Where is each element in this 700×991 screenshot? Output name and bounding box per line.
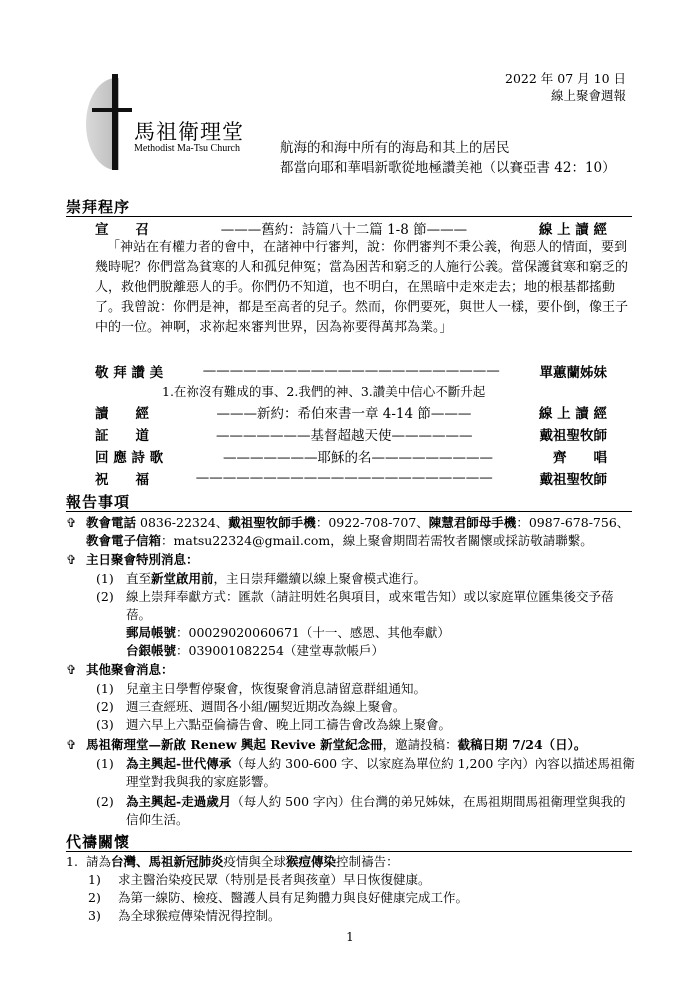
item-emphasis: 為主興起-世代傳承 (126, 756, 232, 771)
row-leader: 線 上 讀 經 (538, 222, 607, 238)
item-text: 週三查經班、週間各小組/團契近期改為線上聚會。 (126, 699, 406, 714)
label-email: 教會電子信箱 (86, 533, 162, 548)
item-number: (2) (96, 794, 114, 809)
church-name-en: Methodist Ma-Tsu Church (134, 143, 240, 154)
item-text: 控制禱告： (336, 854, 399, 869)
bulletin-title: 線上聚會週報 (550, 88, 626, 103)
item-number: 2) (88, 890, 101, 905)
row-label: 宣 召 (95, 222, 149, 238)
item-number: 3) (88, 908, 101, 923)
list-item (96, 698, 636, 716)
row-leader: 線 上 讀 經 (538, 406, 607, 422)
row-label: 讀 經 (95, 406, 149, 422)
cross-bullet-icon: ✞ (66, 737, 77, 752)
list-item (88, 871, 628, 889)
item-text: 線上崇拜奉獻方式：匯款（請註明姓名與項目，或來電告知）或以家庭單位匯集後交予蓓蓓。 (126, 589, 614, 622)
row-label: 敬 拜 讚 美 (95, 365, 164, 381)
praise-song-list: 1.在祢沒有難成的事、2.我們的神、3.讚美中信心不斷升起 (162, 384, 486, 399)
item-emphasis: 猴痘傳染 (286, 854, 337, 869)
list-item (96, 793, 636, 829)
item-number: 1) (88, 872, 101, 887)
church-phone: 0836-22324、 (136, 515, 229, 530)
worship-row-sermon (95, 424, 607, 444)
item-text: 為第一線防、檢疫、醫護人員有足夠體力與良好健康完成工作。 (118, 890, 469, 905)
item-text: 週六早上六點亞倫禱告會、晚上同工禱告會改為線上聚會。 (126, 717, 452, 732)
item-emphasis: 為主興起-走過歲月 (126, 794, 232, 809)
cross-bullet-icon: ✞ (66, 515, 77, 530)
logo-cross-icon (112, 74, 118, 170)
item-text: 兒童主日學暫停聚會，恢復聚會消息請留意群組通知。 (126, 681, 427, 696)
sunday-news-heading: 主日聚會特別消息： (86, 552, 199, 567)
item-text: ，邀請投稿： (382, 737, 458, 752)
row-leader: 齊 唱 (553, 450, 607, 466)
row-content: ———舊約：詩篇八十二篇 1-8 節——— (220, 222, 468, 238)
item-text: （每人約 300-600 字、以家庭為單位約 1,200 字內）內容以描述馬祖衛理堂對我與我的家庭影響。 (126, 756, 635, 789)
bank-account-label: 台銀帳號 (126, 643, 177, 658)
worship-section-title: 崇拜程序 (66, 198, 131, 216)
row-leader: 單蕙蘭姊妹 (539, 365, 607, 381)
item-number: (2) (96, 589, 114, 604)
worship-row-response (95, 446, 607, 466)
row-label: 回 應 詩 歌 (95, 450, 164, 466)
cross-bullet-icon: ✞ (66, 552, 77, 567)
item-text: ，主日崇拜繼續以線上聚會模式進行。 (213, 571, 427, 586)
item-text: 直至 (126, 571, 152, 586)
item-number: (1) (96, 681, 114, 696)
verse-line-2: 都當向耶和華唱新歌從地極讚美祂（以賽亞書 42：10） (280, 160, 616, 176)
post-account-value: ：00029020060671（十一、感恩、其他奉獻） (176, 625, 450, 640)
section-divider (66, 851, 632, 852)
worship-row-praise (95, 361, 607, 381)
list-item (96, 716, 636, 734)
item-text: （每人約 500 字內）住台灣的弟兄姊妹，在馬祖期間馬祖衛理堂與我的信仰生活。 (126, 794, 626, 827)
announcement-memorial-book (66, 736, 636, 754)
row-label: 証 道 (95, 428, 149, 444)
row-content: ———————耶穌的名————————— (223, 450, 494, 466)
list-item (96, 755, 636, 791)
cross-bullet-icon: ✞ (66, 662, 77, 677)
logo-cross-bar (92, 108, 132, 112)
item-emphasis: 台灣、馬祖新冠肺炎 (111, 854, 224, 869)
item-number: (2) (96, 699, 114, 714)
other-news-heading: 其他聚會消息： (86, 662, 174, 677)
list-item (96, 570, 636, 588)
label-pastor-phone: 戴祖聖牧師手機 (228, 515, 316, 530)
section-divider (66, 511, 632, 512)
label-wife-phone: 陳慧君師母手機 (428, 515, 517, 530)
header-date-block (505, 70, 626, 104)
page-number: 1 (346, 930, 354, 944)
pastor-phone: ：0922-708-707、 (315, 515, 429, 530)
bank-account-value: ：039001082254（建堂專款帳戶） (176, 643, 384, 658)
item-text: 請為 (86, 854, 112, 869)
list-item (88, 889, 628, 907)
church-logo (78, 68, 278, 188)
row-label: 祝 福 (95, 472, 149, 488)
worship-row-blessing (95, 468, 607, 488)
wife-phone: ：0987-678-756、 (516, 515, 630, 530)
church-email-text: ：matsu22324@gmail.com，線上聚會期間若需牧者關懷或採訪敬請聯繫。 (161, 533, 593, 548)
church-name-zh: 馬祖衛理堂 (134, 120, 244, 144)
list-item (96, 588, 636, 660)
announcement-sunday (66, 551, 636, 569)
row-leader: 戴祖聖牧師 (539, 428, 607, 444)
prayer-section-title: 代禱關懷 (66, 833, 131, 851)
item-text: 求主醫治染疫民眾（特別是長者與孩童）早日恢復健康。 (118, 872, 431, 887)
theme-verse (280, 138, 616, 178)
row-content: ———新約：希伯來書一章 4-14 節——— (216, 406, 472, 422)
list-item (96, 680, 636, 698)
item-number: (3) (96, 717, 114, 732)
label-church-phone: 教會電話 (86, 515, 137, 530)
row-content: ———————基督超越天使—————— (216, 428, 473, 444)
item-text: 為全球猴痘傳染情況得控制。 (118, 908, 281, 923)
announcements-section-title: 報告事項 (66, 493, 131, 511)
worship-row-reading (95, 402, 607, 422)
row-content: —————————————————————— (202, 363, 500, 379)
row-content: —————————————————————— (195, 470, 493, 486)
item-number: (1) (96, 756, 114, 771)
worship-row-call (95, 218, 607, 238)
item-number: 1. (66, 854, 78, 869)
announcement-other (66, 661, 636, 679)
announcement-contact (66, 514, 636, 550)
memorial-book-title: 馬祖衛理堂—新啟 Renew 興起 Revive 新堂紀念冊 (86, 737, 383, 752)
verse-line-1: 航海的和海中所有的海島和其上的居民 (280, 140, 510, 156)
prayer-item-1 (66, 853, 636, 871)
call-scripture-text: 「神站在有權力者的會中，在諸神中行審判，說：你們審判不秉公義，徇惡人的情面，要到幾時呢？你們當為貧寒的人和孤兒伸冤；當為困苦和窮乏的人施行公義。當保護貧寒和窮乏的人，救他們脫離惡人的手。你們仍不知道，也不明白，在黑暗中走來走去；地的根基都搖動了。我曾說：你們是神，都是至高者的兒子。然而，你們要死，與世人一樣，要仆倒，像王子中的一位。神啊，求祢起來審判世界，因為祢要得萬邦為業。」 (95, 240, 629, 335)
row-leader: 戴祖聖牧師 (539, 472, 607, 488)
bulletin-date: 2022 年 07 月 10 日 (505, 71, 626, 86)
item-text: 疫情與全球 (223, 854, 287, 869)
section-divider (66, 216, 632, 217)
item-emphasis: 新堂啟用前 (151, 571, 214, 586)
list-item (88, 907, 628, 925)
item-number: (1) (96, 571, 114, 586)
post-account-label: 郵局帳號 (126, 625, 177, 640)
deadline: 截稿日期 7/24（日）。 (457, 737, 587, 752)
